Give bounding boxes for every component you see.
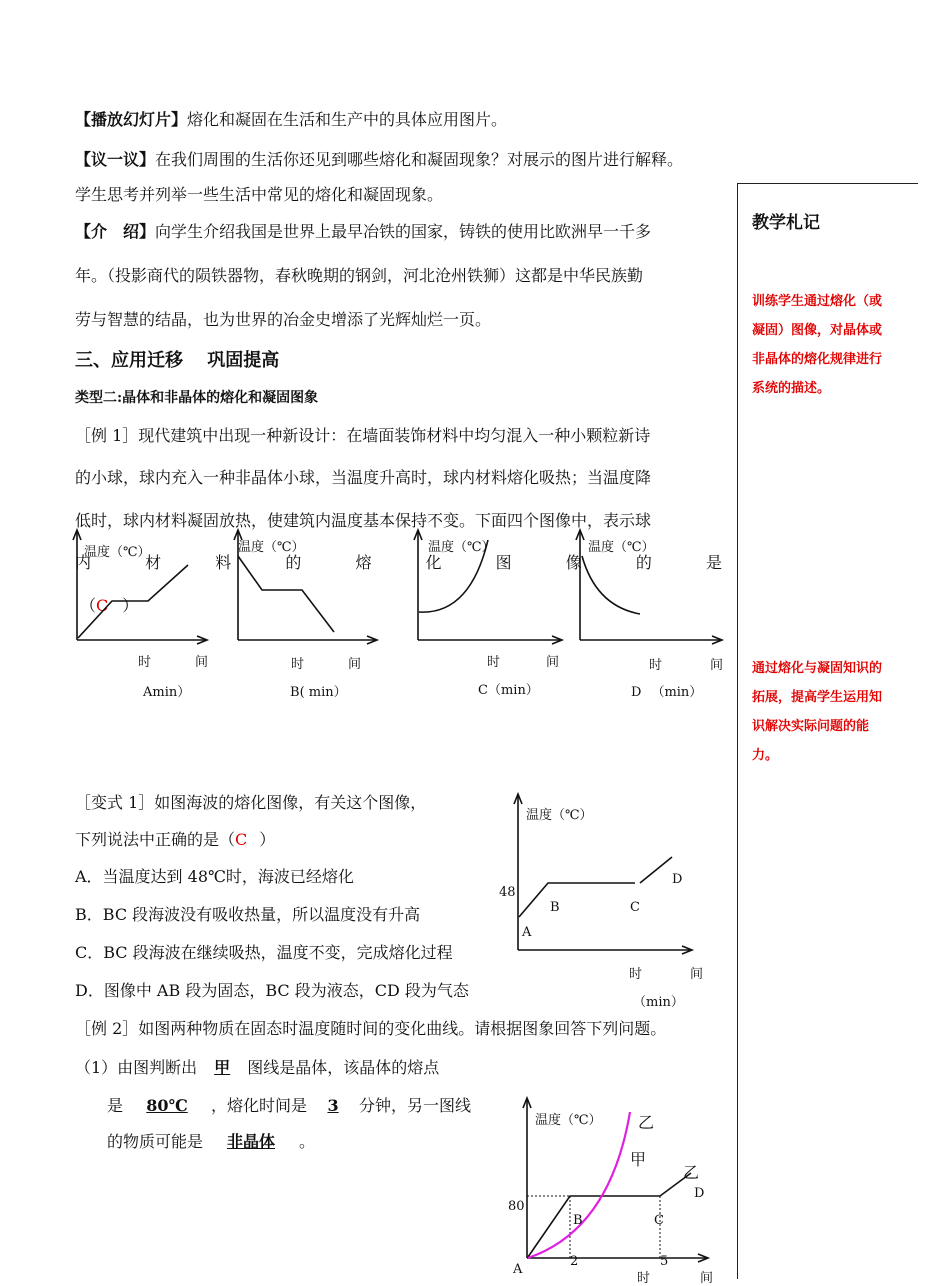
sidebar-note-2: 通过熔化与凝固知识的拓展，提高学生运用知识解决实际问题的能力。 (752, 661, 883, 763)
q1-suffix: 图线是晶体，该晶体的熔点 (247, 1058, 440, 1077)
variant1-tag: ［变式 1］ (75, 793, 155, 812)
variant1-unit: （min） (633, 995, 684, 1010)
variant1-answer: C (235, 830, 248, 849)
x-label-part: 间 (710, 658, 724, 673)
example1-line1-text: 现代建筑中出现一种新设计：在墙面装饰材料中均匀混入一种小颗粒新诗 (138, 426, 651, 445)
q3-prefix: 的物质可能是 (107, 1132, 204, 1151)
example1-line-2: 的小球，球内充入一种非晶体小球，当温度升高时，球内材料熔化吸热；当温度降 (75, 468, 652, 487)
intro-line1-text: 向学生介绍我国是世界上最早冶铁的国家，铸铁的使用比欧洲早一千多 (155, 222, 652, 241)
variant1-ylabel: 温度（℃） (526, 808, 593, 823)
q2-mid: ，熔化时间是 (211, 1096, 308, 1115)
example2-xlabel (637, 1267, 713, 1286)
graph-unit: （min） (487, 683, 539, 698)
graph-unit: ( min） (299, 685, 347, 700)
x-label-part: 间 (195, 655, 209, 670)
paren-close: ） (259, 830, 276, 849)
intro-line-3: 劳与智慧的结晶，也为世界的冶金史增添了光辉灿烂一页。 (75, 310, 492, 329)
slide-text: 熔化和凝固在生活和生产中的具体应用图片。 (187, 110, 508, 129)
variant1-option-d: D．图像中 AB 段为固态，BC 段为液态，CD 段为气态 (75, 981, 469, 1000)
graph-letter: B (290, 685, 300, 700)
type2-heading: 类型二:晶体和非晶体的熔化和凝固图象 (75, 390, 319, 406)
label-yi-top: 乙 (638, 1113, 655, 1132)
graph-d-ylabel: 温度（℃） (588, 540, 655, 555)
x-label-part: 时 (637, 1271, 651, 1286)
graph-unit: min） (152, 685, 191, 700)
x-label-part: 间 (348, 657, 362, 672)
q2-prefix: 是 (107, 1096, 124, 1115)
x-label-part: 时 (629, 967, 643, 982)
example2-point-a: A (513, 1262, 523, 1277)
paren-close: ） (122, 596, 139, 615)
line4-char: 图 (495, 553, 512, 572)
label-jia: 甲 (630, 1150, 647, 1169)
label-yi-right: 乙 (683, 1163, 700, 1182)
variant1-option-c: C．BC 段海波在继续吸热，温度不变，完成熔化过程 (75, 943, 453, 962)
x-label-part: 时 (487, 655, 501, 670)
example2-ylabel: 温度（℃） (535, 1113, 602, 1128)
graph-letter: A (143, 685, 153, 700)
line4-char: 是 (705, 553, 722, 572)
example1-line-3: 低时，球内材料凝固放热，使建筑内温度基本保持不变。下面四个图像中，表示球 (75, 511, 652, 530)
intro-line-2: 年。（投影商代的陨铁器物，春秋晚期的钢剑，河北沧州铁狮）这都是中华民族勤 (75, 266, 644, 285)
think-text: 学生思考并列举一些生活中常见的熔化和凝固现象。 (75, 185, 444, 204)
sidebar-title: 教学札记 (752, 213, 820, 233)
line4-char: 化 (425, 553, 442, 572)
x-label-part: 时 (138, 655, 152, 670)
q2-answer-melt-time: 3 (327, 1096, 339, 1115)
q2-suffix: 分钟，另一图线 (359, 1096, 472, 1115)
graph-c-ylabel: 温度（℃） (428, 540, 495, 555)
paren-open: （ (80, 596, 97, 615)
x-label-part: 时 (291, 657, 305, 672)
x-label-part: 间 (690, 967, 704, 982)
line4-char: 内 (75, 553, 92, 572)
example2-point-c: C (654, 1213, 664, 1228)
variant1-line2-text: 下列说法中正确的是（ (75, 830, 236, 849)
line4-char: 像 (565, 553, 582, 572)
graph-unit: （min） (651, 685, 703, 700)
variant1-point-d: D (672, 872, 683, 887)
example2-point-b: B (573, 1213, 583, 1228)
graph-letter: D (631, 685, 642, 700)
q3-answer: 非晶体 (227, 1132, 276, 1151)
q2-answer-melting-point: 80℃ (146, 1096, 188, 1115)
graph-b-ylabel: 温度（℃） (238, 540, 305, 555)
line4-char: 材 (145, 553, 162, 572)
example2-tick-2: 2 (570, 1254, 579, 1269)
q3-suffix: 。 (299, 1132, 316, 1151)
x-label-part: 时 (649, 658, 663, 673)
line4-char: 的 (285, 553, 302, 572)
example2-tick-80: 80 (508, 1199, 525, 1214)
sidebar-note-1: 训练学生通过熔化（或凝固）图像，对晶体或非晶体的熔化规律进行系统的描述。 (752, 294, 883, 396)
intro-tag: 【介 绍】 (75, 222, 156, 241)
line4-char: 熔 (355, 553, 372, 572)
teaching-notes-sidebar (737, 183, 918, 1279)
q1-prefix: （1）由图判断出 (75, 1058, 198, 1077)
variant1-tick-48: 48 (499, 885, 516, 900)
variant1-line1-text: 如图海波的熔化图像，有关这个图像， (154, 793, 427, 812)
x-label-part: 间 (546, 655, 560, 670)
variant1-point-c: C (630, 900, 640, 915)
variant1-option-a: A．当温度达到 48℃时，海波已经熔化 (75, 867, 354, 886)
x-label-part: 间 (700, 1271, 714, 1286)
jia-curve (528, 1173, 691, 1257)
graph-a-ylabel: 温度（℃） (84, 545, 151, 560)
example2-tag: ［例 2］ (75, 1019, 139, 1038)
example1-tag: ［例 1］ (75, 426, 139, 445)
graph-letter: C (478, 683, 488, 698)
example2-point-d: D (694, 1186, 705, 1201)
discuss-tag: 【议一议】 (75, 150, 156, 169)
line4-char: 料 (215, 553, 232, 572)
example2-tick-5: 5 (660, 1254, 669, 1269)
variant1-point-b: B (550, 900, 560, 915)
example2-line1-text: 如图两种物质在固态时温度随时间的变化曲线。请根据图象回答下列问题。 (138, 1019, 667, 1038)
discuss-text: 在我们周围的生活你还见到哪些熔化和凝固现象？对展示的图片进行解释。 (155, 150, 684, 169)
q1-answer: 甲 (214, 1058, 231, 1077)
section-heading: 三、应用迁移 巩固提高 (75, 350, 280, 371)
answer-letter: C (96, 596, 109, 615)
slide-tag: 【播放幻灯片】 (75, 110, 188, 129)
variant1-option-b: B．BC 段海波没有吸收热量，所以温度没有升高 (75, 905, 421, 924)
line4-char: 的 (635, 553, 652, 572)
variant1-point-a: A (522, 925, 532, 940)
